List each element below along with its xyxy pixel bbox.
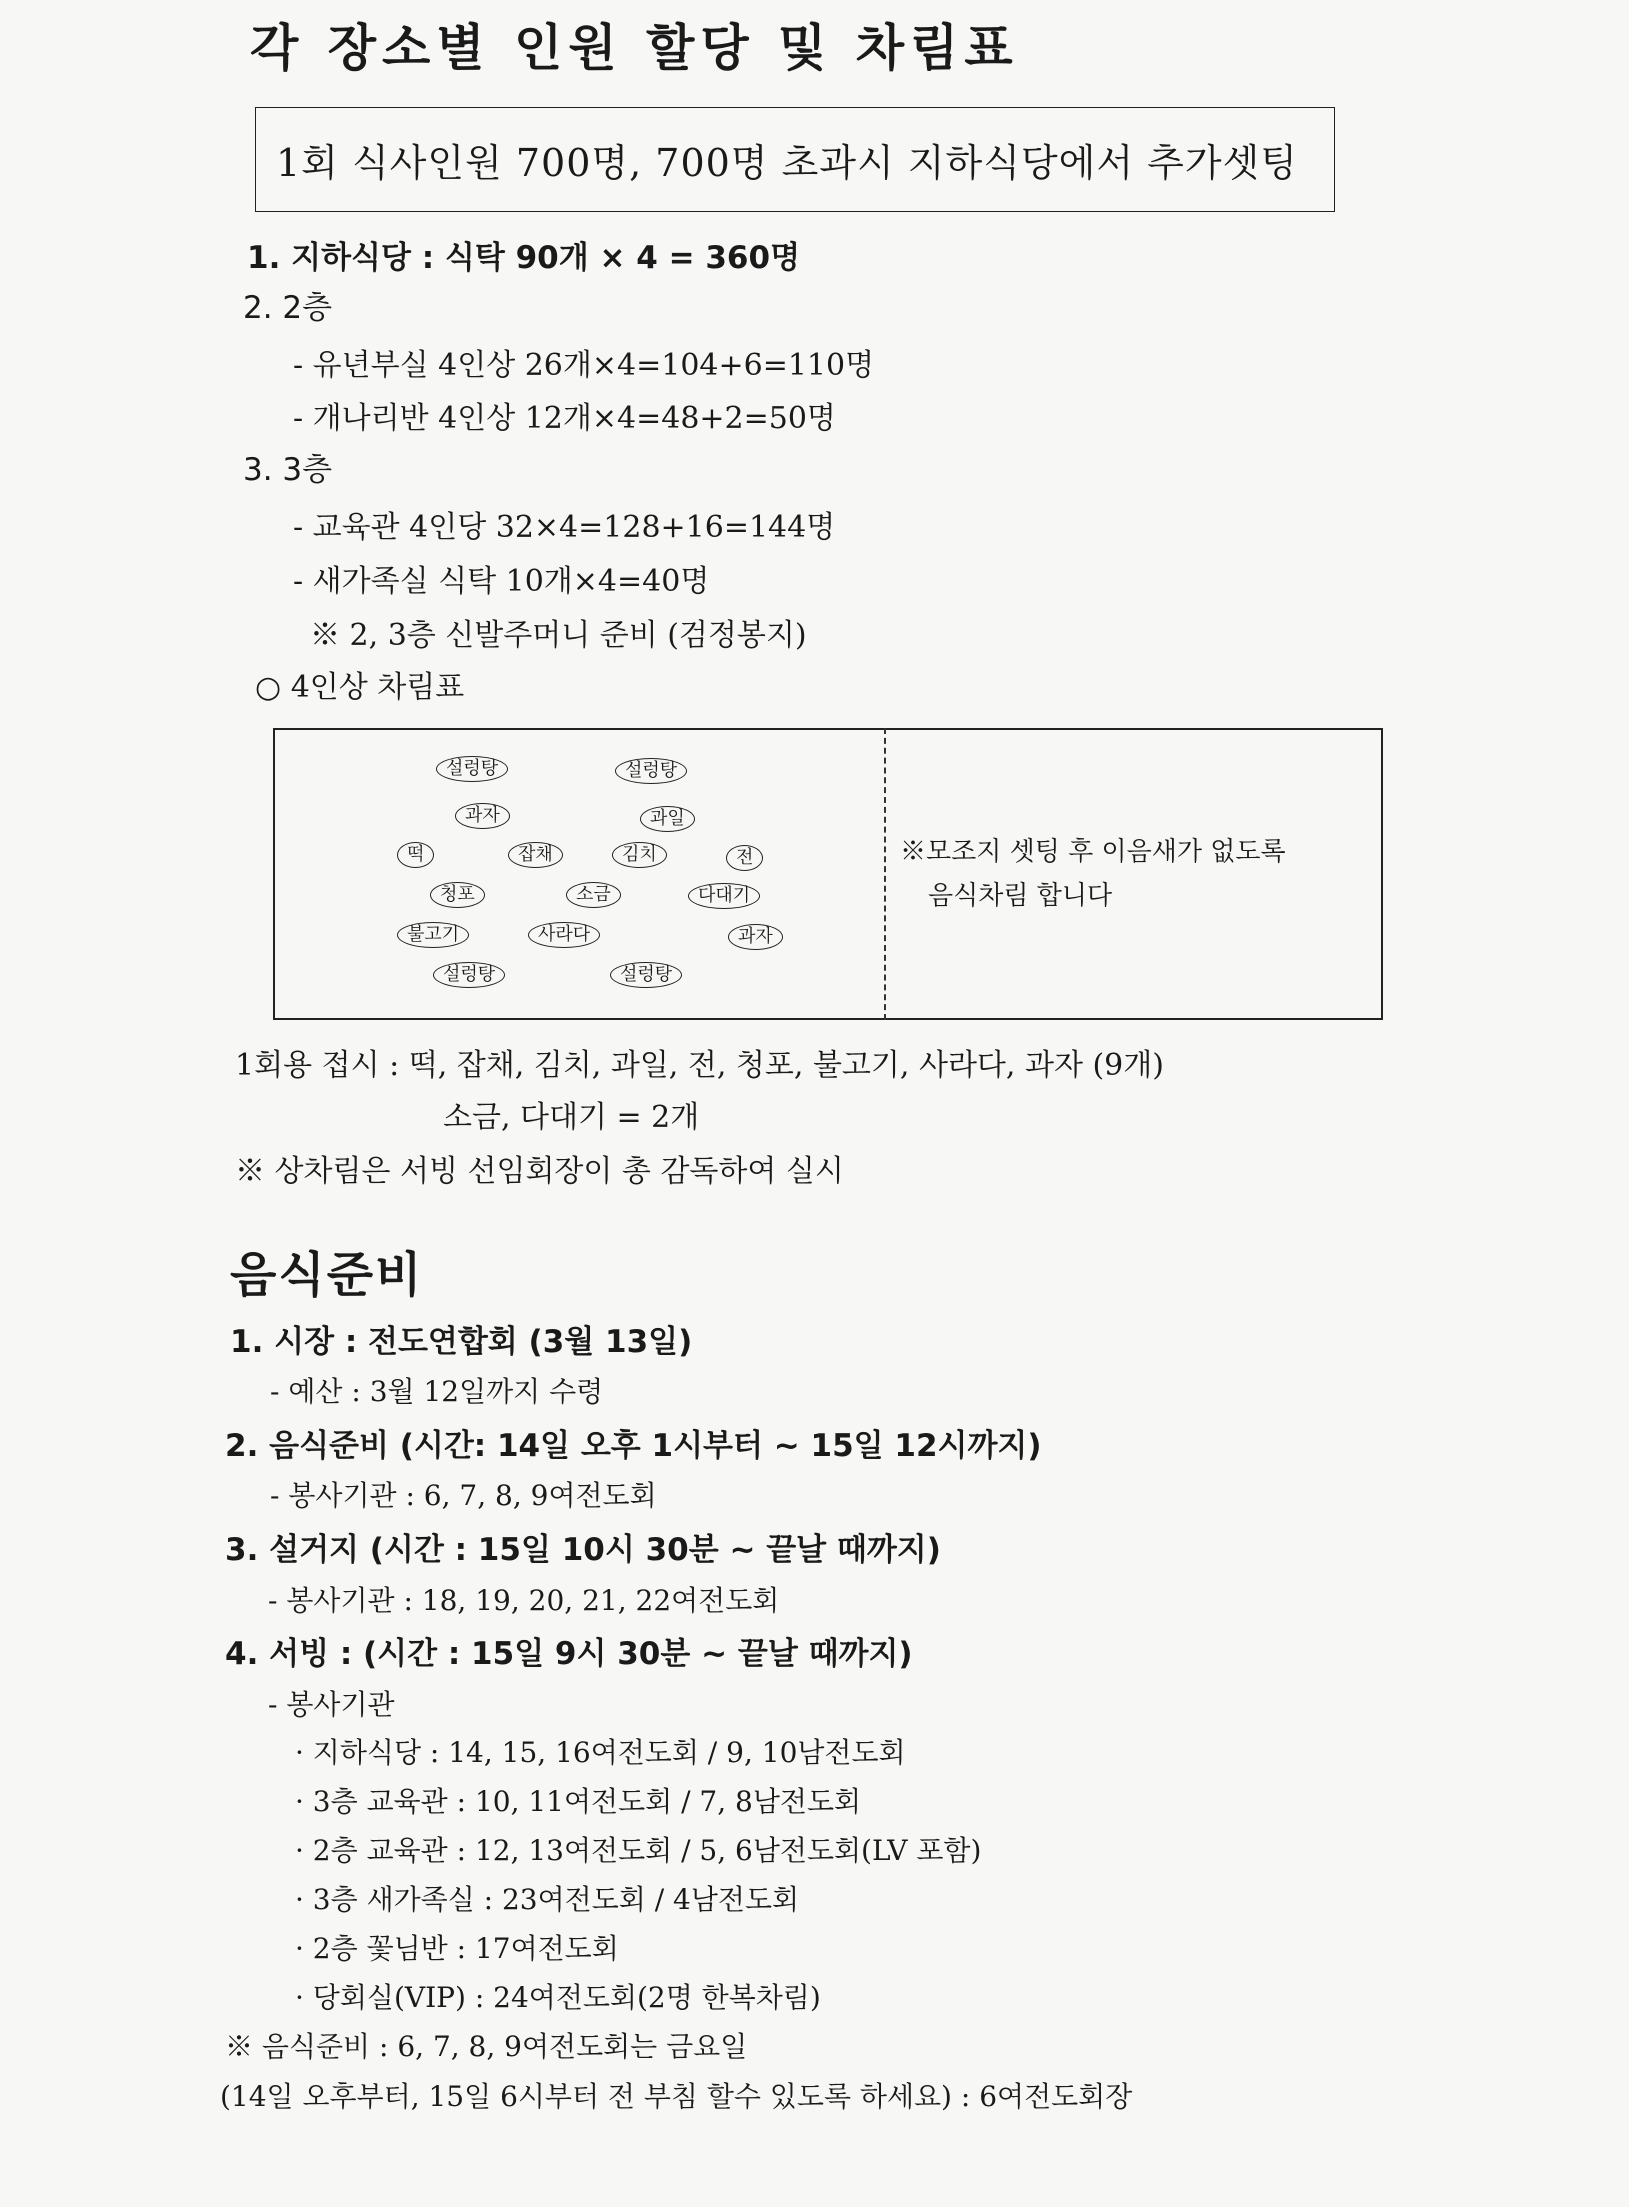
dish-label: 전 bbox=[726, 845, 763, 871]
page-title: 각 장소별 인원 할당 및 차림표 bbox=[250, 19, 1019, 77]
dish-label: 과자 bbox=[455, 803, 510, 829]
table-setting-note bbox=[900, 830, 1286, 918]
table-setting-divider bbox=[884, 728, 886, 1020]
serving-assignment: · 2층 꽃님반 : 17여전도회 bbox=[295, 1932, 619, 1965]
food-prep-item-dishes: 3. 설거지 (시간 : 15일 10시 30분 ~ 끝날 때까지) bbox=[225, 1532, 941, 1568]
serving-assignment: · 지하식당 : 14, 15, 16여전도회 / 9, 10남전도회 bbox=[295, 1736, 906, 1769]
food-prep-note2: (14일 오후부터, 15일 6시부터 전 부침 할수 있도록 하세요) : 6여전도회장 bbox=[220, 2080, 1133, 2113]
dish-label: 잡채 bbox=[508, 842, 563, 868]
notice-text: 1회 식사인원 700명, 700명 초과시 지하식당에서 추가셋팅 bbox=[276, 141, 1298, 185]
serving-assignment: · 당회실(VIP) : 24여전도회(2명 한복차림) bbox=[295, 1981, 821, 2014]
food-prep-note1: ※ 음식준비 : 6, 7, 8, 9여전도회는 금요일 bbox=[225, 2030, 748, 2063]
dish-label: 떡 bbox=[397, 842, 434, 868]
dish-label: 과자 bbox=[728, 924, 783, 950]
food-prep-cooking-sub: - 봉사기관 : 6, 7, 8, 9여전도회 bbox=[270, 1479, 657, 1512]
dish-label: 설렁탕 bbox=[615, 758, 687, 784]
dish-label: 불고기 bbox=[397, 922, 469, 948]
plates-line2: 소금, 다대기 = 2개 bbox=[443, 1100, 700, 1135]
dish-label: 과일 bbox=[640, 806, 695, 832]
notice-box bbox=[255, 107, 1335, 212]
dish-label: 다대기 bbox=[688, 883, 760, 909]
food-prep-item-market: 1. 시장 : 전도연합회 (3월 13일) bbox=[230, 1324, 693, 1360]
plates-note: ※ 상차림은 서빙 선임회장이 총 감독하여 실시 bbox=[235, 1154, 844, 1189]
allocation-item-basement: 1. 지하식당 : 식탁 90개 × 4 = 360명 bbox=[247, 240, 801, 276]
allocation-2f-sub1: - 유년부실 4인상 26개×4=104+6=110명 bbox=[293, 348, 875, 383]
allocation-2f-sub2: - 개나리반 4인상 12개×4=48+2=50명 bbox=[293, 401, 836, 436]
table-setting-note-line1: ※모조지 셋팅 후 이음새가 없도록 bbox=[900, 837, 1286, 867]
food-prep-market-sub: - 예산 : 3월 12일까지 수령 bbox=[270, 1375, 604, 1408]
serving-assignment: · 2층 교육관 : 12, 13여전도회 / 5, 6남전도회(LV 포함) bbox=[295, 1834, 982, 1867]
allocation-item-3f: 3. 3층 bbox=[243, 452, 333, 488]
dish-label: 사라다 bbox=[528, 922, 600, 948]
serving-assignment: · 3층 교육관 : 10, 11여전도회 / 7, 8남전도회 bbox=[295, 1785, 862, 1818]
allocation-3f-sub2: - 새가족실 식탁 10개×4=40명 bbox=[293, 564, 710, 599]
table-setting-note-line2: 음식차림 합니다 bbox=[928, 881, 1113, 911]
allocation-3f-sub1: - 교육관 4인당 32×4=128+16=144명 bbox=[293, 510, 836, 545]
allocation-3f-note: ※ 2, 3층 신발주머니 준비 (검정봉지) bbox=[310, 618, 807, 653]
dish-label: 소금 bbox=[566, 882, 621, 908]
dish-label: 설렁탕 bbox=[436, 756, 508, 782]
dish-label: 설렁탕 bbox=[433, 962, 505, 988]
dish-label: 설렁탕 bbox=[610, 962, 682, 988]
plates-line1: 1회용 접시 : 떡, 잡채, 김치, 과일, 전, 청포, 불고기, 사라다, 과자 (9개) bbox=[235, 1048, 1164, 1083]
food-prep-heading: 음식준비 bbox=[230, 1247, 424, 1303]
serving-assignment: · 3층 새가족실 : 23여전도회 / 4남전도회 bbox=[295, 1883, 800, 1916]
dish-label: 김치 bbox=[612, 842, 667, 868]
food-prep-serving-sub: - 봉사기관 bbox=[268, 1688, 395, 1721]
allocation-item-2f: 2. 2층 bbox=[243, 290, 333, 326]
table-setting-heading: ○ 4인상 차림표 bbox=[255, 670, 465, 705]
food-prep-item-cooking: 2. 음식준비 (시간: 14일 오후 1시부터 ~ 15일 12시까지) bbox=[225, 1428, 1042, 1464]
food-prep-dishes-sub: - 봉사기관 : 18, 19, 20, 21, 22여전도회 bbox=[268, 1584, 780, 1617]
dish-label: 청포 bbox=[430, 882, 485, 908]
food-prep-item-serving: 4. 서빙 : (시간 : 15일 9시 30분 ~ 끝날 때까지) bbox=[225, 1636, 913, 1672]
